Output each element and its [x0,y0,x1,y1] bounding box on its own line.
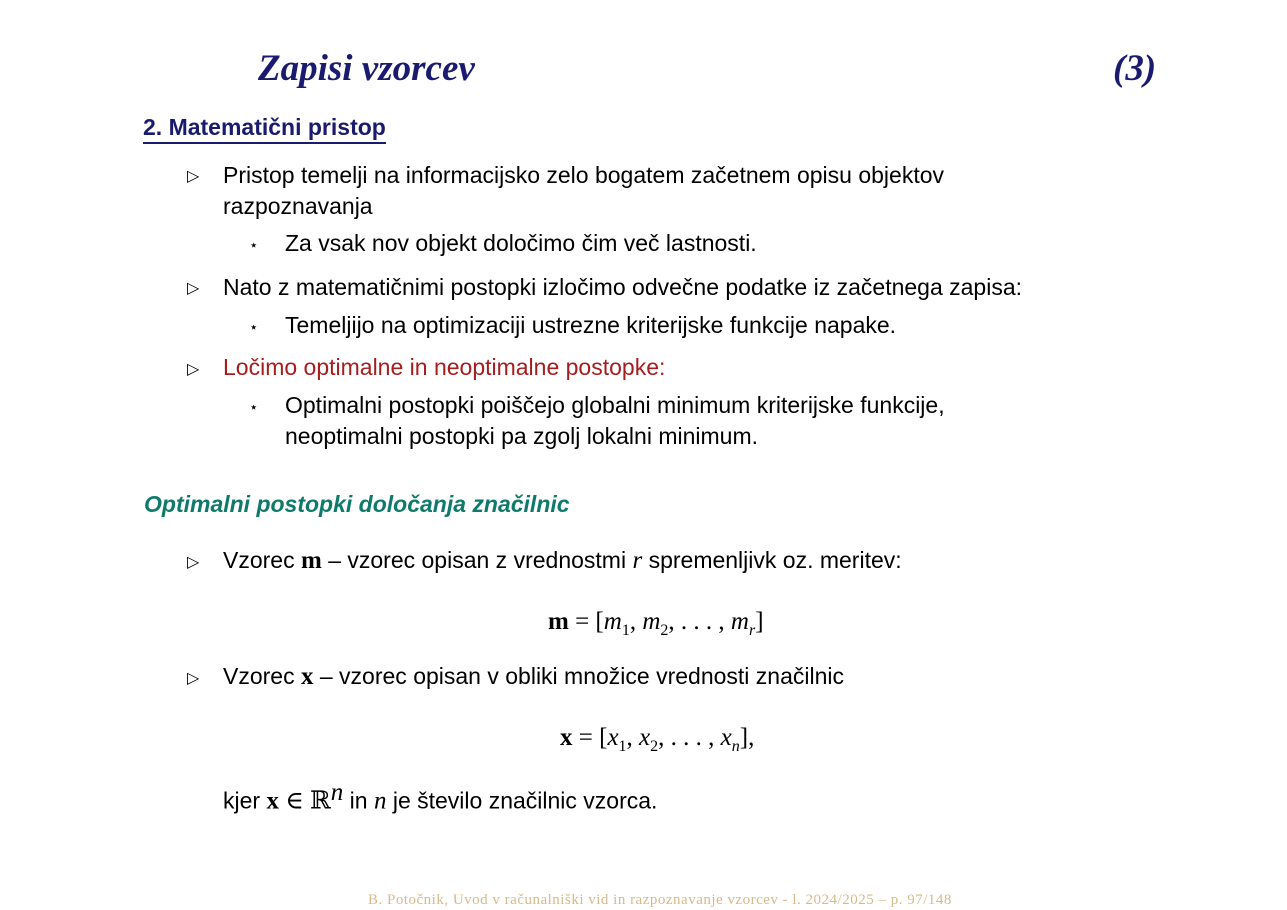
math-subscript: 1 [621,622,630,639]
triangle-bullet-icon: ▷ [187,670,200,687]
bullet-line: razpoznavanja [223,193,373,219]
triangle-bullet-icon: ▷ [187,361,200,378]
text-fragment: – vzorec opisan v obliki množice vrednosti značilnic [313,663,845,689]
bullet-item-text [223,545,902,576]
explanation-text [223,777,657,817]
math-variable-r: r [632,547,643,574]
math-variable-n: n [373,787,387,815]
math-real-set: ℝ [309,787,331,815]
math-comma: , [629,608,643,635]
sub-bullet-text: Za vsak nov objekt določimo čim več lastnosti. [285,230,757,256]
math-symbol-m: m [300,547,322,574]
math-ellipsis: , . . . , [658,724,721,751]
math-subscript: 2 [660,622,669,639]
math-bracket: ], [739,724,755,751]
star-bullet-icon: ⋆ [249,319,259,336]
math-symbol-x: x [300,663,314,690]
math-subscript: r [748,622,756,639]
math-subscript: n [731,738,740,755]
text-fragment: – vzorec opisan z vrednostmi [321,547,633,573]
bullet-item-text [223,661,844,692]
triangle-bullet-icon: ▷ [187,168,200,185]
text-fragment: Vzorec [223,547,301,573]
math-subscript: 1 [618,738,627,755]
math-symbol: x [560,724,573,751]
math-variable: m [730,608,749,635]
math-subscript: 2 [650,738,659,755]
triangle-bullet-icon: ▷ [187,280,200,297]
math-variable: m [642,608,661,635]
math-symbol-x: x [266,787,279,815]
math-ellipsis: , . . . , [668,608,731,635]
math-variable: x [639,724,651,751]
triangle-bullet-icon: ▷ [187,554,200,571]
math-operator: = [ [568,608,604,635]
math-operator: = [ [572,724,608,751]
math-superscript: n [330,779,344,806]
section-heading-optimal-procedures: Optimalni postopki določanja značilnic [144,491,570,517]
sub-bullet-line: Optimalni postopki poiščejo globalni minimum kriterijske funkcije, [285,392,945,418]
sub-bullet-line: neoptimalni postopki pa zgolj lokalni minimum. [285,423,759,449]
math-comma: , [626,724,640,751]
math-symbol: m [548,608,569,635]
text-fragment: kjer [223,787,267,814]
bullet-item-text: Nato z matematičnimi postopki izločimo odvečne podatke iz začetnega zapisa: [223,274,1023,300]
star-bullet-icon: ⋆ [249,399,259,416]
equation-x [560,724,754,756]
bullet-item-text [223,160,1223,222]
sub-bullet-text [285,390,1185,452]
bullet-item-text-highlighted: Ločimo optimalne in neoptimalne postopke: [223,354,666,380]
text-fragment: spremenljivk oz. meritev: [642,547,902,573]
slide-footer: B. Potočnik, Uvod v računalniški vid in razpoznavanje vzorcev - l. 2024/2025 – p. 97/148 [368,892,952,908]
math-bracket: ] [755,608,764,635]
text-fragment: Vzorec [223,663,301,689]
section-heading-mathematical-approach: 2. Matematični pristop [143,114,386,144]
math-variable: x [607,724,619,751]
slide-title: Zapisi vzorcev [258,48,475,89]
sub-bullet-text: Temeljijo na optimizaciji ustrezne kriterijske funkcije napake. [285,312,897,338]
equation-m [548,608,764,640]
star-bullet-icon: ⋆ [249,237,259,254]
text-fragment: in [343,787,374,814]
slide-number: (3) [1113,48,1157,89]
text-fragment: je število značilnic vzorca. [386,787,658,814]
bullet-line: Pristop temelji na informacijsko zelo bogatem začetnem opisu objektov [223,162,945,188]
math-element-of: ∈ [278,787,310,815]
math-variable: m [603,608,622,635]
math-variable: x [720,724,732,751]
